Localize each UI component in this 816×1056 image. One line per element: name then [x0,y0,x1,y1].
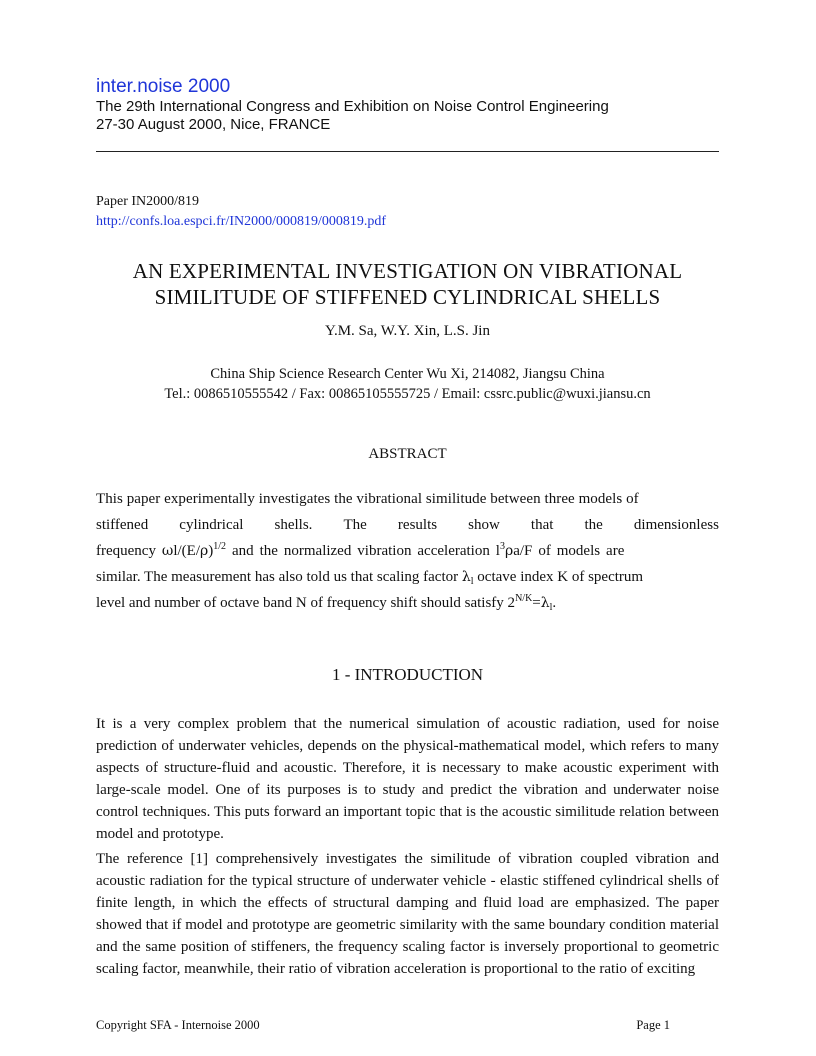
abstract-word: cylindrical [179,517,244,533]
abstract-word: The [343,517,367,533]
abstract-text: level and number of octave band N of frequency shift should satisfy 2 [96,595,516,611]
abstract-word: shells. [274,517,313,533]
exponent: N/K [515,593,533,604]
header-divider [96,151,719,152]
lambda-symbol: λ [540,595,550,611]
paper-url-link[interactable]: http://confs.loa.espci.fr/IN2000/000819/000819.pdf [96,214,387,229]
copyright-notice: Copyright SFA - Internoise 2000 [96,1018,260,1032]
contact-info: Tel.: 0086510555542 / Fax: 00865105555725 / Email: cssrc.public@wuxi.jiansu.cn [164,386,651,402]
abstract-body [96,486,719,616]
paper-title [96,258,719,310]
paper-title-line-1: AN EXPERIMENTAL INVESTIGATION ON VIBRATIONAL [132,259,683,283]
exponent: 1/2 [213,541,227,552]
abstract-text: ) [208,543,214,559]
abstract-line-5 [96,590,719,616]
exponent: 3 [499,541,505,552]
paper-authors: Y.M. Sa, W.Y. Xin, L.S. Jin [325,323,490,339]
introduction-body [96,714,719,981]
abstract-text: = [532,595,541,611]
abstract-word: the [584,517,603,533]
abstract-text: similar. The measurement has also told us that scaling factor [96,569,459,585]
abstract-text: and the normalized vibration acceleration l [231,543,500,559]
abstract-word: stiffened [96,517,149,533]
paper-id: Paper IN2000/819 [96,194,200,209]
abstract-heading: ABSTRACT [368,446,447,462]
abstract-word: show [468,517,500,533]
paper-reference [96,192,386,232]
abstract-word: that [530,517,554,533]
abstract-text: octave index K of spectrum [477,569,644,585]
conference-dates-location: 27-30 August 2000, Nice, FRANCE [96,116,331,133]
abstract-word: results [397,517,438,533]
abstract-text: frequency [96,543,156,559]
lambda-symbol: λ [461,569,471,585]
paper-title-line-2: SIMILITUDE OF STIFFENED CYLINDRICAL SHELLS [154,285,661,309]
abstract-text: l/(E/ [173,543,201,559]
paragraph: It is a very complex problem that the numerical simulation of acoustic radiation, used for noise prediction of underwater vehicles, depends on the physical-mathematical model, which refers to many aspects of structure-fluid and acoustic. Therefore, it is necessary to make acoustic experiment with large-scale model. One of its purposes is to study and predict the vibration and underwater noise control techniques. This puts forward an important topic that is the acoustic similitude relation between model and prototype. [96,716,719,842]
rho-symbol: ρ [200,543,209,559]
abstract-line-4 [96,564,719,590]
abstract-text: . [552,595,557,611]
conference-header [96,76,720,134]
page-number: Page 1 [636,1018,670,1032]
page-footer [96,1018,670,1033]
conference-full-title: The 29th International Congress and Exhibition on Noise Control Engineering [96,98,609,115]
affiliation: China Ship Science Research Center Wu Xi, 214082, Jiangsu China [210,366,605,382]
abstract-line-1: This paper experimentally investigates the vibrational similitude between three models of [96,491,639,507]
omega-symbol: ω [161,543,174,559]
abstract-line-3 [96,538,719,564]
section-heading-introduction: 1 - INTRODUCTION [331,665,484,684]
rho-symbol: ρ [504,543,514,559]
paragraph: The reference [1] comprehensively investigates the similitude of vibration coupled vibration and acoustic radiation for the typical structure of underwater vehicle - elastic stiffened cylindrical shells of finite length, in which the effects of structural damping and fluid load are emphasized. The paper showed that if model and prototype are geometric similarity with the same boundary condition material and the same position of stiffeners, the frequency scaling factor is inversely proportional to geometric scaling factor, meanwhile, their ratio of vibration acceleration is proportional to the ratio of exciting [96,851,719,977]
subscript: l [470,576,474,587]
abstract-line-2 [96,512,719,538]
conference-name: inter.noise 2000 [96,76,231,97]
subscript: l [549,602,553,613]
abstract-text: a/F of models are [513,543,625,559]
abstract-word: dimensionless [633,517,719,533]
author-affiliation-block [96,364,719,404]
